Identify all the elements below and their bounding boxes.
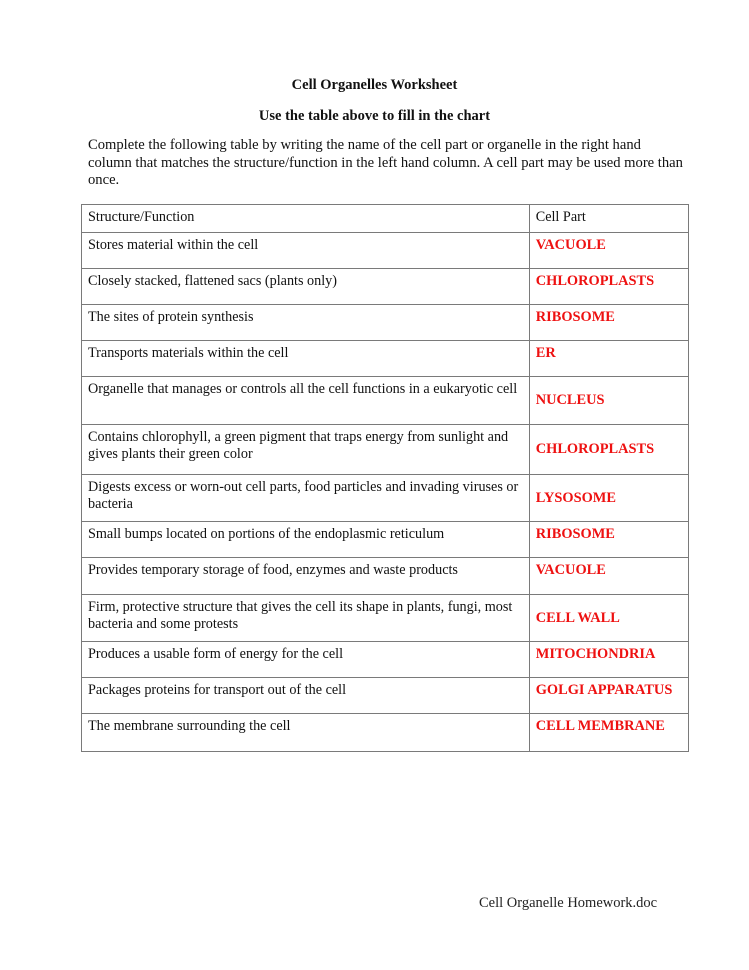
table-row <box>82 233 689 269</box>
answer-cell: CHLOROPLASTS <box>529 425 688 475</box>
function-cell: Firm, protective structure that gives the cell its shape in plants, fungi, most bacteria and some protests <box>82 595 530 642</box>
page-title: Cell Organelles Worksheet <box>291 77 458 93</box>
table-row <box>82 558 689 595</box>
function-cell: Closely stacked, flattened sacs (plants only) <box>82 269 530 305</box>
answer-cell: NUCLEUS <box>529 377 688 425</box>
table-row <box>82 341 689 377</box>
answer-cell: GOLGI APPARATUS <box>529 678 688 714</box>
organelles-table <box>81 204 689 752</box>
answer-cell: RIBOSOME <box>529 522 688 558</box>
table-header-row <box>82 205 689 233</box>
table-row <box>82 642 689 678</box>
function-cell: The sites of protein synthesis <box>82 305 530 341</box>
table-row <box>82 425 689 475</box>
table-row <box>82 678 689 714</box>
function-cell: Provides temporary storage of food, enzymes and waste products <box>82 558 530 595</box>
answer-cell: CELL MEMBRANE <box>529 714 688 752</box>
table-row <box>82 714 689 752</box>
table-row <box>82 377 689 425</box>
function-cell: Transports materials within the cell <box>82 341 530 377</box>
function-cell: The membrane surrounding the cell <box>82 714 530 752</box>
header-structure-function: Structure/Function <box>82 205 530 233</box>
document-footer: Cell Organelle Homework.doc <box>479 895 658 911</box>
answer-cell: ER <box>529 341 688 377</box>
answer-cell: MITOCHONDRIA <box>529 642 688 678</box>
function-cell: Packages proteins for transport out of the cell <box>82 678 530 714</box>
function-cell: Small bumps located on portions of the endoplasmic reticulum <box>82 522 530 558</box>
answer-cell: VACUOLE <box>529 558 688 595</box>
function-cell: Contains chlorophyll, a green pigment that traps energy from sunlight and gives plants their green color <box>82 425 530 475</box>
answer-cell: CHLOROPLASTS <box>529 269 688 305</box>
page-subtitle: Use the table above to fill in the chart <box>258 108 491 124</box>
table-row <box>82 475 689 522</box>
instructions-paragraph: Complete the following table by writing the name of the cell part or organelle in the right hand column that matches the structure/function in the left hand column. A cell part may be used more than once. <box>88 137 683 188</box>
answer-cell: LYSOSOME <box>529 475 688 522</box>
function-cell: Organelle that manages or controls all the cell functions in a eukaryotic cell <box>82 377 530 425</box>
table-row <box>82 269 689 305</box>
table-row <box>82 522 689 558</box>
function-cell: Stores material within the cell <box>82 233 530 269</box>
header-cell-part: Cell Part <box>529 205 688 233</box>
table-row <box>82 305 689 341</box>
function-cell: Digests excess or worn-out cell parts, food particles and invading viruses or bacteria <box>82 475 530 522</box>
answer-cell: RIBOSOME <box>529 305 688 341</box>
table-row <box>82 595 689 642</box>
answer-cell: CELL WALL <box>529 595 688 642</box>
function-cell: Produces a usable form of energy for the cell <box>82 642 530 678</box>
answer-cell: VACUOLE <box>529 233 688 269</box>
